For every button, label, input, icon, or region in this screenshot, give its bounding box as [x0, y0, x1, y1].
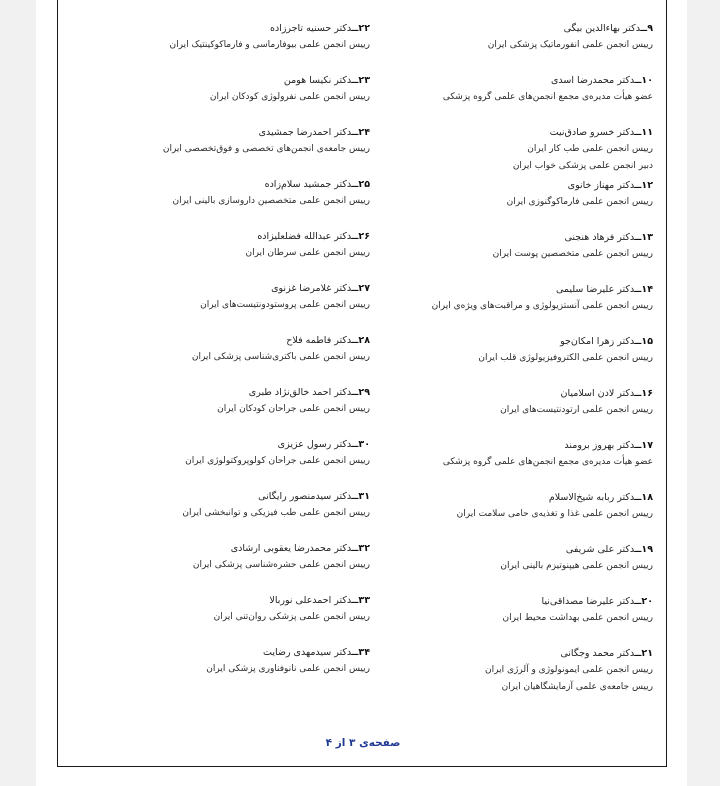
- signatory-position: رییس انجمن علمی بیوفارماسی و فارماکوکینتیک ایران: [169, 40, 370, 50]
- signatory-title: [421, 385, 653, 402]
- entry-number: ۱۶ــ: [634, 388, 653, 399]
- entry-number: ۳۴ــ: [351, 647, 370, 658]
- signatory-entry: [135, 592, 370, 626]
- entry-number: ۳۲ــ: [351, 543, 370, 554]
- signatory-title: [135, 436, 370, 453]
- signatory-position: رییس جامعه‌ی انجمن‌های تخصصی و فوق‌تخصصی ایران: [162, 144, 370, 154]
- entry-number: ۲۴ــ: [351, 127, 370, 138]
- page-number: صفحه‌ی ۳ از ۴: [325, 737, 401, 749]
- signatory-position: رییس انجمن علمی پروستودونتیست‌های ایران: [200, 300, 370, 310]
- signatory-entry: [421, 281, 653, 315]
- signatory-name: دکتر احمدعلی نوربالا: [269, 595, 352, 606]
- signatory-entry: [421, 593, 653, 627]
- signatory-title: [421, 229, 653, 246]
- signatory-entry: [421, 385, 653, 419]
- signatory-title: [421, 437, 653, 454]
- signatory-title: [135, 176, 370, 193]
- signatory-entry: [135, 124, 370, 158]
- signatory-position: رییس انجمن علمی آنستزیولوژی و مراقبت‌های ویژه‌ی ایران: [431, 301, 653, 311]
- entry-number: ۲۵ــ: [351, 179, 370, 190]
- signatory-entry: [135, 332, 370, 366]
- signatory-name: دکتر علیرضا سلیمی: [555, 284, 635, 295]
- signatory-position: عضو هیأت مدیره‌ی مجمع انجمن‌های علمی گروه پزشکی: [442, 457, 653, 467]
- signatory-entry: [135, 644, 370, 678]
- signatory-name: دکتر سیدمهدی رضایت: [263, 647, 352, 658]
- signatory-title: [421, 72, 653, 89]
- signatory-entry: [135, 436, 370, 470]
- entry-number: ۱۴ــ: [634, 284, 653, 295]
- document-page: [36, 0, 687, 786]
- signatory-entry: [135, 540, 370, 574]
- entry-number: ۲۶ــ: [351, 231, 370, 242]
- signatory-position: رییس انجمن علمی غذا و تغذیه‌ی حامی سلامت ایران: [456, 509, 653, 519]
- signatory-position: رییس انجمن علمی نفرولوژی کودکان ایران: [209, 92, 370, 102]
- page-border: [57, 0, 667, 767]
- signatory-title: [135, 540, 370, 557]
- signatory-title: [135, 228, 370, 245]
- signatory-entry: [421, 489, 653, 523]
- signatory-position: رییس انجمن علمی ایمونولوژی و آلرژی ایران: [485, 665, 653, 675]
- signatory-name: دکتر محمدرضا اسدی: [550, 75, 635, 86]
- signatory-title: [421, 124, 653, 141]
- signatory-position: رییس انجمن علمی الکتروفیزیولوژی قلب ایران: [478, 353, 653, 363]
- signatory-name: دکتر عبدالله فضلعلیزاده: [257, 231, 352, 242]
- signatory-position: رییس انجمن علمی حشره‌شناسی پزشکی ایران: [192, 560, 370, 570]
- signatory-entry: [135, 72, 370, 106]
- signatory-position: رییس انجمن علمی هیپنوتیزم بالینی ایران: [500, 561, 653, 571]
- entry-number: ۲۳ــ: [351, 75, 370, 86]
- entry-number: ۳۳ــ: [351, 595, 370, 606]
- signatory-name: دکتر محمدرضا یعقوبی ارشادی: [230, 543, 352, 554]
- signatory-entry: [421, 645, 653, 696]
- signatory-title: [421, 645, 653, 662]
- signatory-position: رییس انجمن علمی نانوفناوری پزشکی ایران: [206, 664, 370, 674]
- signatory-entry: [135, 384, 370, 418]
- signatory-name: دکتر لادن اسلامیان: [560, 388, 635, 399]
- entry-number: ۲۸ــ: [351, 335, 370, 346]
- signatory-title: [421, 593, 653, 610]
- signatory-name: دکتر سیدمنصور رایگانی: [258, 491, 352, 502]
- signatory-position: رییس انجمن علمی جراحان کودکان ایران: [217, 404, 370, 414]
- signatory-name: دکتر علیرضا مصداقی‌نیا: [541, 596, 635, 607]
- signatory-position: رییس انجمن علمی متخصصین داروسازی بالینی ایران: [172, 196, 370, 206]
- signatory-entry: [135, 176, 370, 210]
- signatory-title: [135, 384, 370, 401]
- signatory-name: دکتر زهرا امکان‌جو: [560, 336, 635, 347]
- signatory-name: دکتر خسرو صادق‌نیت: [549, 127, 635, 138]
- signatory-name: دکتر محمد وجگانی: [560, 648, 635, 659]
- signatory-entry: [421, 333, 653, 367]
- signatory-position: رییس انجمن علمی سرطان ایران: [245, 248, 370, 258]
- signatory-position: رییس انجمن علمی ارتودنتیست‌های ایران: [500, 405, 653, 415]
- signatory-name: دکتر فرهاد هنجنی: [564, 232, 635, 243]
- entry-number: ۱۵ــ: [634, 336, 653, 347]
- entry-number: ۳۰ــ: [351, 439, 370, 450]
- signatory-name: دکتر حسنیه تاجرزاده: [269, 23, 352, 34]
- signatory-name: دکتر غلامرضا غزنوی: [271, 283, 352, 294]
- signatory-title: [135, 20, 370, 37]
- signatory-entry: [421, 72, 653, 106]
- signatory-name: دکتر بهروز برومند: [564, 440, 635, 451]
- signatory-title: [421, 177, 653, 194]
- signatory-name: دکتر جمشید سلام‌زاده: [264, 179, 352, 190]
- signatory-name: دکتر فاطمه فلاح: [286, 335, 352, 346]
- signatory-name: دکتر احمدرضا جمشیدی: [258, 127, 352, 138]
- signatory-entry: [421, 20, 653, 54]
- entry-number: ۲۲ــ: [351, 23, 370, 34]
- signatory-position: رییس انجمن علمی انفورماتیک پزشکی ایران: [487, 40, 653, 50]
- signatory-position: دبیر انجمن علمی پزشکی خواب ایران: [512, 161, 653, 171]
- entry-number: ۱۸ــ: [634, 492, 653, 503]
- signatory-name: دکتر علی شریفی: [565, 544, 635, 555]
- signatory-name: دکتر ربابه شیخ‌الاسلام: [548, 492, 635, 503]
- signatory-title: [135, 280, 370, 297]
- signatory-title: [135, 644, 370, 661]
- signatory-entry: [421, 124, 653, 175]
- signatory-position: عضو هیأت مدیره‌ی مجمع انجمن‌های علمی گروه پزشکی: [442, 92, 653, 102]
- signatory-title: [135, 124, 370, 141]
- signatory-position: رییس انجمن علمی طب کار ایران: [527, 144, 653, 154]
- signatory-position: رییس انجمن علمی فارماکوگنوزی ایران: [506, 197, 653, 207]
- entry-number: ۱۹ــ: [634, 544, 653, 555]
- entry-number: ۱۰ــ: [634, 75, 653, 86]
- signatory-position: رییس انجمن علمی پزشکی روان‌تنی ایران: [213, 612, 370, 622]
- signatory-name: دکتر رسول عزیزی: [277, 439, 352, 450]
- entry-number: ۲۱ــ: [634, 648, 653, 659]
- signatory-name: دکتر مهناز خانوی: [567, 180, 635, 191]
- signatory-title: [135, 592, 370, 609]
- entry-number: ۲۹ــ: [351, 387, 370, 398]
- entry-number: ۲۰ــ: [634, 596, 653, 607]
- entry-number: ۱۷ــ: [634, 440, 653, 451]
- signatory-position: رییس انجمن علمی طب فیزیکی و توانبخشی ایران: [182, 508, 370, 518]
- left-column: [135, 20, 370, 696]
- signatory-title: [135, 332, 370, 349]
- signatory-name: دکتر احمد خالق‌نژاد طبری: [248, 387, 352, 398]
- signatory-title: [135, 488, 370, 505]
- entry-number: ۲۷ــ: [351, 283, 370, 294]
- signatory-title: [421, 541, 653, 558]
- signatory-title: [421, 20, 653, 37]
- entry-number: ۹ــ: [640, 23, 653, 34]
- signatory-position: رییس انجمن علمی بهداشت محیط ایران: [502, 613, 653, 623]
- signatory-position: رییس انجمن علمی جراحان کولوپروکتولوژی ایران: [185, 456, 370, 466]
- signatory-entry: [135, 488, 370, 522]
- signatory-entry: [135, 280, 370, 314]
- entry-number: ۳۱ــ: [351, 491, 370, 502]
- entry-number: ۱۲ــ: [634, 180, 653, 191]
- signatory-entry: [135, 20, 370, 54]
- signatory-entry: [135, 228, 370, 262]
- signatory-title: [135, 72, 370, 89]
- signatory-title: [421, 333, 653, 350]
- entry-number: ۱۳ــ: [634, 232, 653, 243]
- signatory-entry: [421, 541, 653, 575]
- signatory-title: [421, 489, 653, 506]
- signatory-position: رییس انجمن علمی باکتری‌شناسی پزشکی ایران: [191, 352, 370, 362]
- signatory-position: رییس انجمن علمی متخصصین پوست ایران: [492, 249, 653, 259]
- right-column: [421, 20, 653, 698]
- signatory-position: رییس جامعه‌ی علمی آزمایشگاهیان ایران: [501, 682, 653, 692]
- signatory-name: دکتر نکیسا هومن: [283, 75, 352, 86]
- signatory-title: [421, 281, 653, 298]
- signatory-entry: [421, 437, 653, 471]
- entry-number: ۱۱ــ: [634, 127, 653, 138]
- signatory-entry: [421, 177, 653, 211]
- signatory-entry: [421, 229, 653, 263]
- signatory-name: دکتر بهاءالدین بیگی: [563, 23, 641, 34]
